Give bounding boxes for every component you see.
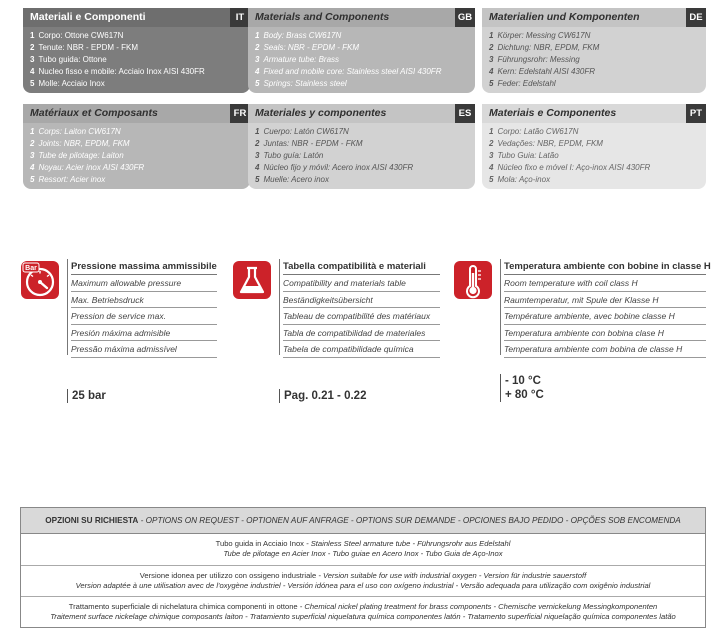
spec-translation: Max. Betriebsdruck xyxy=(71,292,217,309)
pressure-spec xyxy=(71,259,217,358)
component-list xyxy=(489,30,599,90)
spec-translation: Raumtemperatur, mit Spule der Klasse H xyxy=(504,292,706,309)
language-code-badge: PT xyxy=(686,104,706,123)
list-item: 2 Vedações: NBR, EPDM, FKM xyxy=(489,139,603,148)
option-row: Trattamento superficiale di nichelatura chimica componenti in ottone - Chemical nickel plating treatment for brass components - Chemische vernickelung Messingkomponenten Traitement surface nickelage chimique composants laiton - Tratamiento superficial niquelatura química componentes latón - Tratamento superficial niquelação química componentes latão xyxy=(50,602,676,622)
list-item: 5 Ressort: Acier inox xyxy=(30,175,106,184)
option-row: Tubo guida in Acciaio Inox - Stainless Steel armature tube - Führungsrohr aus Edelstahl Tube de pilotage en Acier Inox - Tubo guiae en Acero Inox - Tubo Guia de Aço-Inox xyxy=(21,534,705,566)
spec-translation: Température ambiente, avec bobine classe H xyxy=(504,308,706,325)
spec-translation: Pression de service max. xyxy=(71,308,217,325)
materials-panel-gb xyxy=(248,8,475,93)
materials-panel-de xyxy=(482,8,706,93)
component-list xyxy=(30,126,144,186)
temperature-max: + 80 °C xyxy=(505,389,544,401)
materials-panel-pt xyxy=(482,104,706,189)
component-list xyxy=(489,126,650,186)
spec-heading: Pressione massima ammissibile xyxy=(71,259,217,275)
list-item: 2 Juntas: NBR - EPDM - FKM xyxy=(255,139,363,148)
spec-translation: Presión máxima admisible xyxy=(71,325,217,342)
materials-panel-it xyxy=(23,8,250,93)
list-item: 1 Körper: Messing CW617N xyxy=(489,31,591,40)
divider xyxy=(67,259,68,355)
list-item: 1 Cuerpo: Latón CW617N xyxy=(255,127,349,136)
language-code-badge: DE xyxy=(686,8,706,27)
list-item: 2 Dichtung: NBR, EPDM, FKM xyxy=(489,43,600,52)
temperature-spec xyxy=(504,259,711,358)
list-item: 3 Armature tube: Brass xyxy=(255,55,340,64)
list-item: 1 Corpo: Latão CW617N xyxy=(489,127,579,136)
list-item: 4 Noyau: Acier inox AISI 430FR xyxy=(30,163,145,172)
component-list xyxy=(30,30,205,90)
spec-translation: Temperatura ambiente con bobina clase H xyxy=(504,325,706,342)
panel-title: Materiales y componentes xyxy=(255,107,387,119)
spec-translation: Tableau de compatibilité des matériaux xyxy=(283,308,440,325)
list-item: 3 Führungsrohr: Messing xyxy=(489,55,580,64)
divider xyxy=(279,259,280,355)
spec-translation: Tabla de compatibilidad de materiales xyxy=(283,325,440,342)
temperature-range xyxy=(500,374,544,402)
panel-title: Matériaux et Composants xyxy=(30,107,158,119)
spec-translation: Compatibility and materials table xyxy=(283,275,440,292)
divider xyxy=(500,259,501,355)
spec-translation: Room temperature with coil class H xyxy=(504,275,706,292)
list-item: 2 Joints: NBR, EPDM, FKM xyxy=(30,139,130,148)
spec-translation: Temperatura ambiente com bobina de classe H xyxy=(504,341,706,358)
list-item: 3 Tubo guía: Latón xyxy=(255,151,324,160)
list-item: 4 Kern: Edelstahl AISI 430FR xyxy=(489,67,595,76)
language-code-badge: FR xyxy=(230,104,250,123)
list-item: 4 Fixed and mobile core: Stainless steel AISI 430FR xyxy=(255,67,442,76)
spec-heading: Temperatura ambiente con bobine in classe H xyxy=(504,259,706,275)
materials-panel-fr xyxy=(23,104,250,189)
list-item: 5 Springs: Stainless steel xyxy=(255,79,347,88)
pressure-gauge-icon xyxy=(21,261,59,299)
compatibility-pages: Pag. 0.21 - 0.22 xyxy=(279,389,366,403)
list-item: 2 Tenute: NBR - EPDM - FKM xyxy=(30,43,139,52)
list-item: 1 Corps: Laiton CW617N xyxy=(30,127,121,136)
spec-translation: Tabela de compatibilidade química xyxy=(283,341,440,358)
list-item: 4 Núcleo fijo y móvil: Acero inox AISI 430FR xyxy=(255,163,414,172)
list-item: 5 Feder: Edelstahl xyxy=(489,79,556,88)
materials-panel-es xyxy=(248,104,475,189)
bar-label: Bar xyxy=(25,265,37,273)
language-code-badge: ES xyxy=(455,104,475,123)
list-item: 1 Body: Brass CW617N xyxy=(255,31,342,40)
list-item: 5 Mola: Aço-inox xyxy=(489,175,551,184)
spec-translation: Maximum allowable pressure xyxy=(71,275,217,292)
list-item: 1 Corpo: Ottone CW617N xyxy=(30,31,124,40)
list-item: 3 Tubo guida: Ottone xyxy=(30,55,107,64)
spec-translation: Pressão máxima admissível xyxy=(71,341,217,358)
list-item: 3 Tubo Guia: Latão xyxy=(489,151,559,160)
thermometer-icon xyxy=(454,261,492,299)
panel-title: Materiais e Componentes xyxy=(489,107,617,119)
panel-title: Materialien und Komponenten xyxy=(489,11,640,23)
compatibility-spec xyxy=(283,259,440,358)
component-list xyxy=(255,126,413,186)
temperature-min: - 10 °C xyxy=(505,375,541,387)
options-table xyxy=(20,507,706,628)
panel-title: Materiali e Componenti xyxy=(30,11,146,23)
list-item: 4 Núcleo fixo e móvel I: Aço-inox AISI 430FR xyxy=(489,163,651,172)
spec-heading: Tabella compatibilità e materiali xyxy=(283,259,440,275)
list-item: 3 Tube de pilotage: Laiton xyxy=(30,151,124,160)
options-header: OPZIONI SU RICHIESTA - OPTIONS ON REQUEST - OPTIONEN AUF ANFRAGE - OPTIONS SUR DEMANDE - OPCIONES BAJO PEDIDO - OPÇÕES SOB ENCOMENDA xyxy=(21,508,705,534)
flask-icon xyxy=(233,261,271,299)
option-row: Versione idonea per utilizzo con ossigeno industriale - Version suitable for use with industrial oxygen - Version für industrie sauerstoff Version adaptée à une utilisation avec de l'oxygène industriel - Versión idónea para el uso con oxígeno industrial - Versão adequada para utilização com oxigênio industrial xyxy=(21,566,705,598)
language-code-badge: GB xyxy=(455,8,475,27)
component-list xyxy=(255,30,441,90)
list-item: 5 Molle: Acciaio Inox xyxy=(30,79,105,88)
list-item: 2 Seals: NBR - EPDM - FKM xyxy=(255,43,360,52)
panel-title: Materials and Components xyxy=(255,11,390,23)
language-code-badge: IT xyxy=(230,8,250,27)
list-item: 5 Muelle: Acero inox xyxy=(255,175,329,184)
pressure-value: 25 bar xyxy=(67,389,106,403)
spec-translation: Beständigkeitsübersicht xyxy=(283,292,440,309)
list-item: 4 Nucleo fisso e mobile: Acciaio Inox AISI 430FR xyxy=(30,67,205,76)
